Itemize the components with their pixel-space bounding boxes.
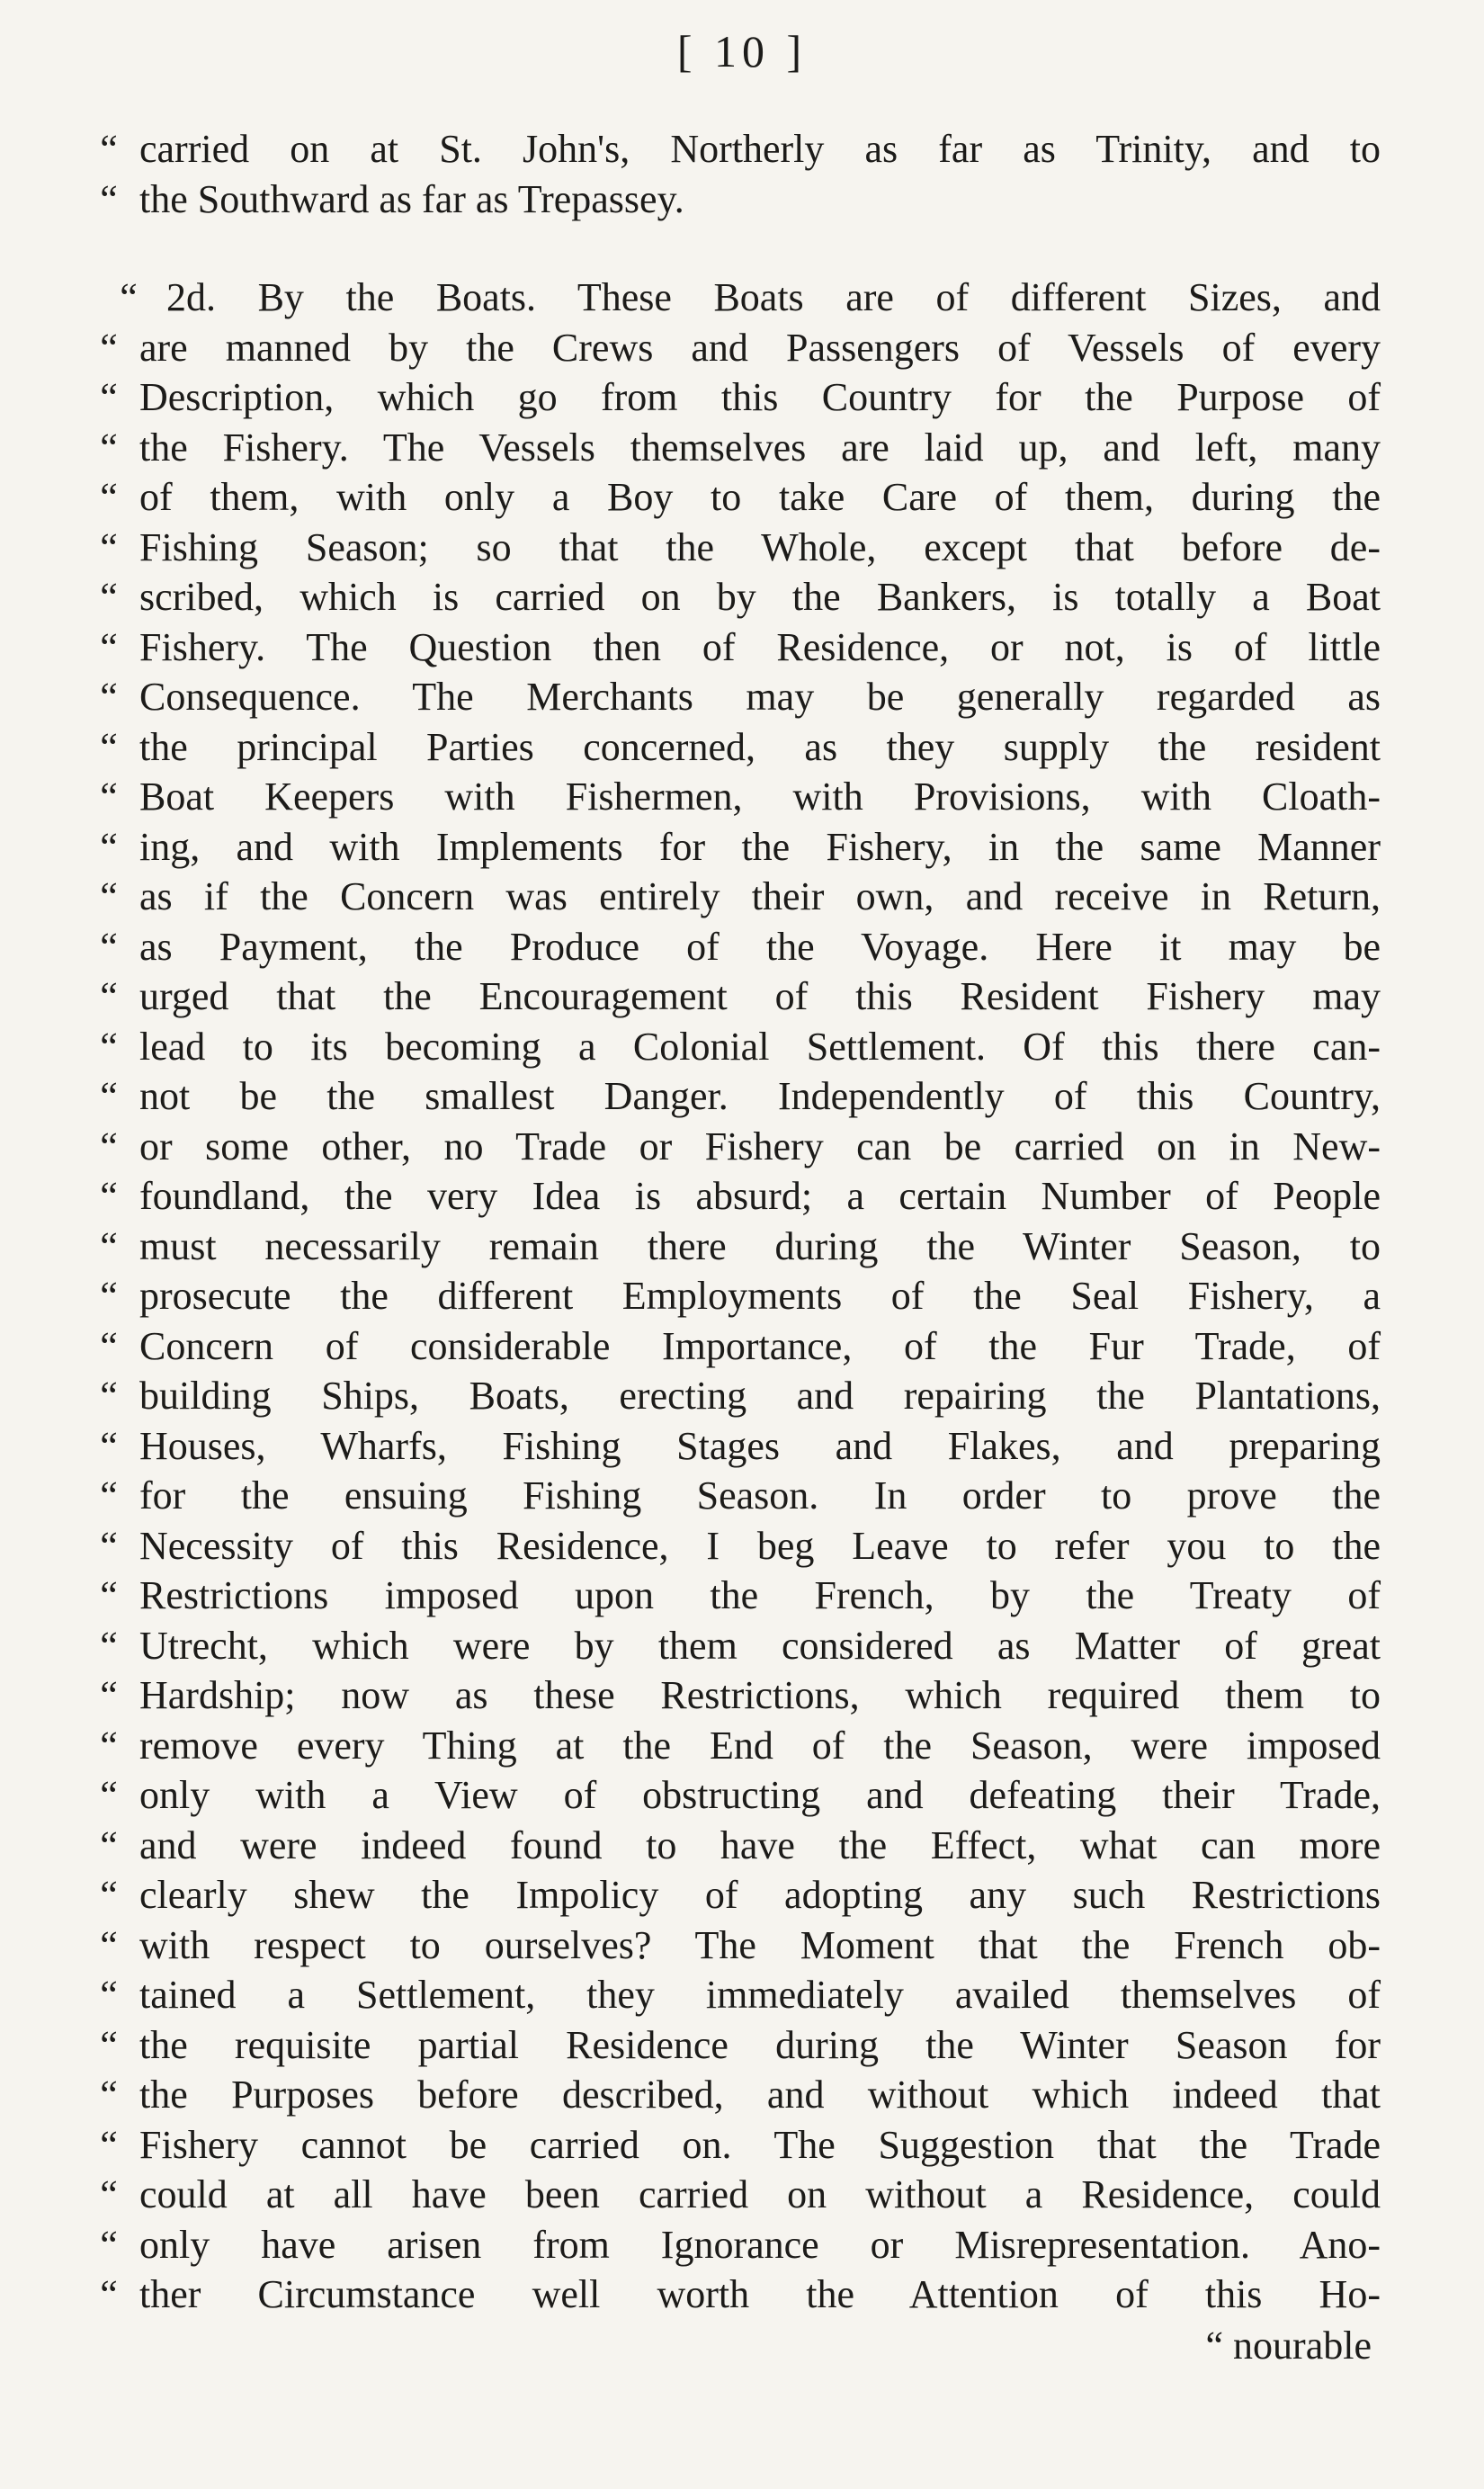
line-text: Fishery. The Question then of Residence, or not, is of little [139,624,1381,669]
line-text: Restrictions imposed upon the French, by the Treaty of [139,1573,1381,1617]
line-text: ing, and with Implements for the Fishery, in the same Manner [139,824,1381,869]
line-text: scribed, which is carried on by the Bankers, is totally a Boat [139,575,1381,619]
text-line [85,1022,1381,1072]
quote-mark: “ [100,924,118,969]
quote-mark: “ [100,524,118,569]
quote-mark: “ [100,1922,118,1967]
catchword: “ nourable [1205,2323,1372,2368]
line-text: lead to its becoming a Colonial Settlement. Of this there can- [139,1024,1381,1069]
quote-mark: “ [100,2122,118,2167]
line-text: Utrecht, which were by them considered as Matter of great [139,1623,1381,1668]
quote-mark: “ [100,2172,118,2216]
quote-mark: “ [100,475,118,519]
line-text: as if the Concern was entirely their own, and receive in Return, [139,874,1381,918]
quote-mark: “ [100,1473,118,1518]
text-line [85,273,1381,323]
line-text: Description, which go from this Country for the Purpose of [139,375,1381,419]
line-text: not be the smallest Danger. Independently of this Country, [139,1074,1381,1118]
text-line [85,922,1381,972]
line-text: Hardship; now as these Restrictions, which required them to [139,1673,1381,1717]
text-line [85,1721,1381,1771]
text-line [85,1321,1381,1372]
text-line [85,1122,1381,1172]
line-text: only have arisen from Ignorance or Misrepresentation. Ano- [139,2222,1381,2267]
text-line [85,423,1381,473]
quote-mark: “ [100,974,118,1018]
text-line [85,822,1381,873]
line-text: remove every Thing at the End of the Season, were imposed [139,1723,1381,1768]
text-line [85,1920,1381,1971]
line-text: of them, with only a Boy to take Care of them, during the [139,475,1381,519]
quote-mark: “ [100,1323,118,1368]
quote-mark: “ [100,1873,118,1917]
text-line [85,2220,1381,2270]
text-line [85,323,1381,373]
text-line [85,1371,1381,1421]
line-text: prosecute the different Employments of the Seal Fishery, a [139,1274,1381,1318]
text-line [85,572,1381,622]
quote-mark: “ [100,1973,118,2017]
text-line [85,1421,1381,1472]
line-text: carried on at St. John's, Northerly as far as Trinity, and to [139,127,1381,171]
line-text: tained a Settlement, they immediately availed themselves of [139,1973,1381,2017]
quote-mark: “ [100,1024,118,1069]
quote-mark: “ [100,724,118,769]
quote-mark: “ [100,1274,118,1318]
line-text: with respect to ourselves? The Moment that the French ob- [139,1922,1381,1967]
quote-mark: “ [100,375,118,419]
quote-mark: “ [100,1124,118,1168]
text-line [85,1571,1381,1621]
text-line [85,1171,1381,1222]
line-text: only with a View of obstructing and defeating their Trade, [139,1773,1381,1817]
text-line [85,772,1381,822]
text-line [85,1870,1381,1920]
line-text: as Payment, the Produce of the Voyage. Here it may be [139,924,1381,969]
quote-mark: “ [100,1573,118,1617]
quote-mark: “ [100,1623,118,1668]
quote-mark: “ [100,1174,118,1218]
line-text: could at all have been carried on without a Residence, could [139,2172,1381,2216]
text-line [85,2270,1381,2320]
quote-mark: “ [100,874,118,918]
text-line [85,1222,1381,1272]
line-text: Boat Keepers with Fishermen, with Provisions, with Cloath- [139,774,1381,819]
line-text: for the ensuing Fishing Season. In order to prove the [139,1473,1381,1518]
line-text: the principal Parties concerned, as they supply the resident [139,724,1381,769]
line-text: the Purposes before described, and without which indeed that [139,2073,1381,2117]
text-line [85,1770,1381,1821]
line-text: Houses, Wharfs, Fishing Stages and Flakes, and preparing [139,1423,1381,1468]
line-text: Concern of considerable Importance, of the Fur Trade, of [139,1323,1381,1368]
text-line [85,1621,1381,1671]
text-line [85,2070,1381,2120]
text-line [85,1970,1381,2020]
quote-mark: “ [100,624,118,669]
quote-mark: “ [100,1223,118,1268]
line-text: Fishing Season; so that the Whole, except that before de- [139,524,1381,569]
line-text: are manned by the Crews and Passengers of Vessels of every [139,325,1381,370]
page-number: [ 10 ] [676,26,808,76]
text-line [85,971,1381,1022]
quote-mark: “ [100,425,118,470]
quote-mark: “ [100,1074,118,1118]
quote-mark: “ [100,774,118,819]
text-line [85,1521,1381,1571]
line-text: the Fishery. The Vessels themselves are laid up, and left, many [139,425,1381,470]
text-line [85,672,1381,722]
quote-mark: “ [120,275,138,319]
quote-mark: “ [100,325,118,370]
line-text: Necessity of this Residence, I beg Leave to refer you to the [139,1523,1381,1568]
quote-mark: “ [100,1773,118,1817]
text-line [85,1821,1381,1871]
text-line [85,2020,1381,2071]
quote-mark: “ [100,1723,118,1768]
line-text: must necessarily remain there during the Winter Season, to [139,1223,1381,1268]
line-text: building Ships, Boats, erecting and repairing the Plantations, [139,1374,1381,1418]
text-line [85,872,1381,922]
quote-mark: “ [100,2073,118,2117]
text-line [85,472,1381,523]
text-line [85,1670,1381,1721]
quote-mark: “ [100,1423,118,1468]
text-line [85,1471,1381,1521]
quote-mark: “ [100,1822,118,1867]
line-text: or some other, no Trade or Fishery can be carried on in New- [139,1124,1381,1168]
text-line [85,372,1381,423]
line-text: Consequence. The Merchants may be generally regarded as [139,675,1381,719]
line-text: the requisite partial Residence during the Winter Season for [139,2022,1381,2067]
line-text: urged that the Encouragement of this Resident Fishery may [139,974,1381,1018]
text-line [85,622,1381,673]
body-text [85,124,1381,2320]
quote-mark: “ [100,127,118,171]
text-line [85,1271,1381,1321]
text-line [85,175,1381,225]
quote-mark: “ [100,575,118,619]
text-line [85,124,1381,175]
quote-mark: “ [100,2022,118,2067]
line-text: clearly shew the Impolicy of adopting any such Restrictions [139,1873,1381,1917]
line-text: ther Circumstance well worth the Attention of this Ho- [139,2272,1381,2316]
line-text: 2d. By the Boats. These Boats are of different Sizes, and [166,275,1381,319]
text-line [85,1071,1381,1122]
quote-mark: “ [100,675,118,719]
quote-mark: “ [100,1523,118,1568]
text-line [85,523,1381,573]
quote-mark: “ [100,1673,118,1717]
quote-mark: “ [100,1374,118,1418]
line-text: the Southward as far as Trepassey. [139,176,684,221]
quote-mark: “ [100,2222,118,2267]
line-text: foundland, the very Idea is absurd; a certain Number of People [139,1174,1381,1218]
quote-mark: “ [100,176,118,221]
line-text: Fishery cannot be carried on. The Suggestion that the Trade [139,2122,1381,2167]
text-line [85,722,1381,773]
line-text: and were indeed found to have the Effect, what can more [139,1822,1381,1867]
quote-mark: “ [100,824,118,869]
text-line [85,2170,1381,2220]
quote-mark: “ [100,2272,118,2316]
text-line [85,2120,1381,2171]
